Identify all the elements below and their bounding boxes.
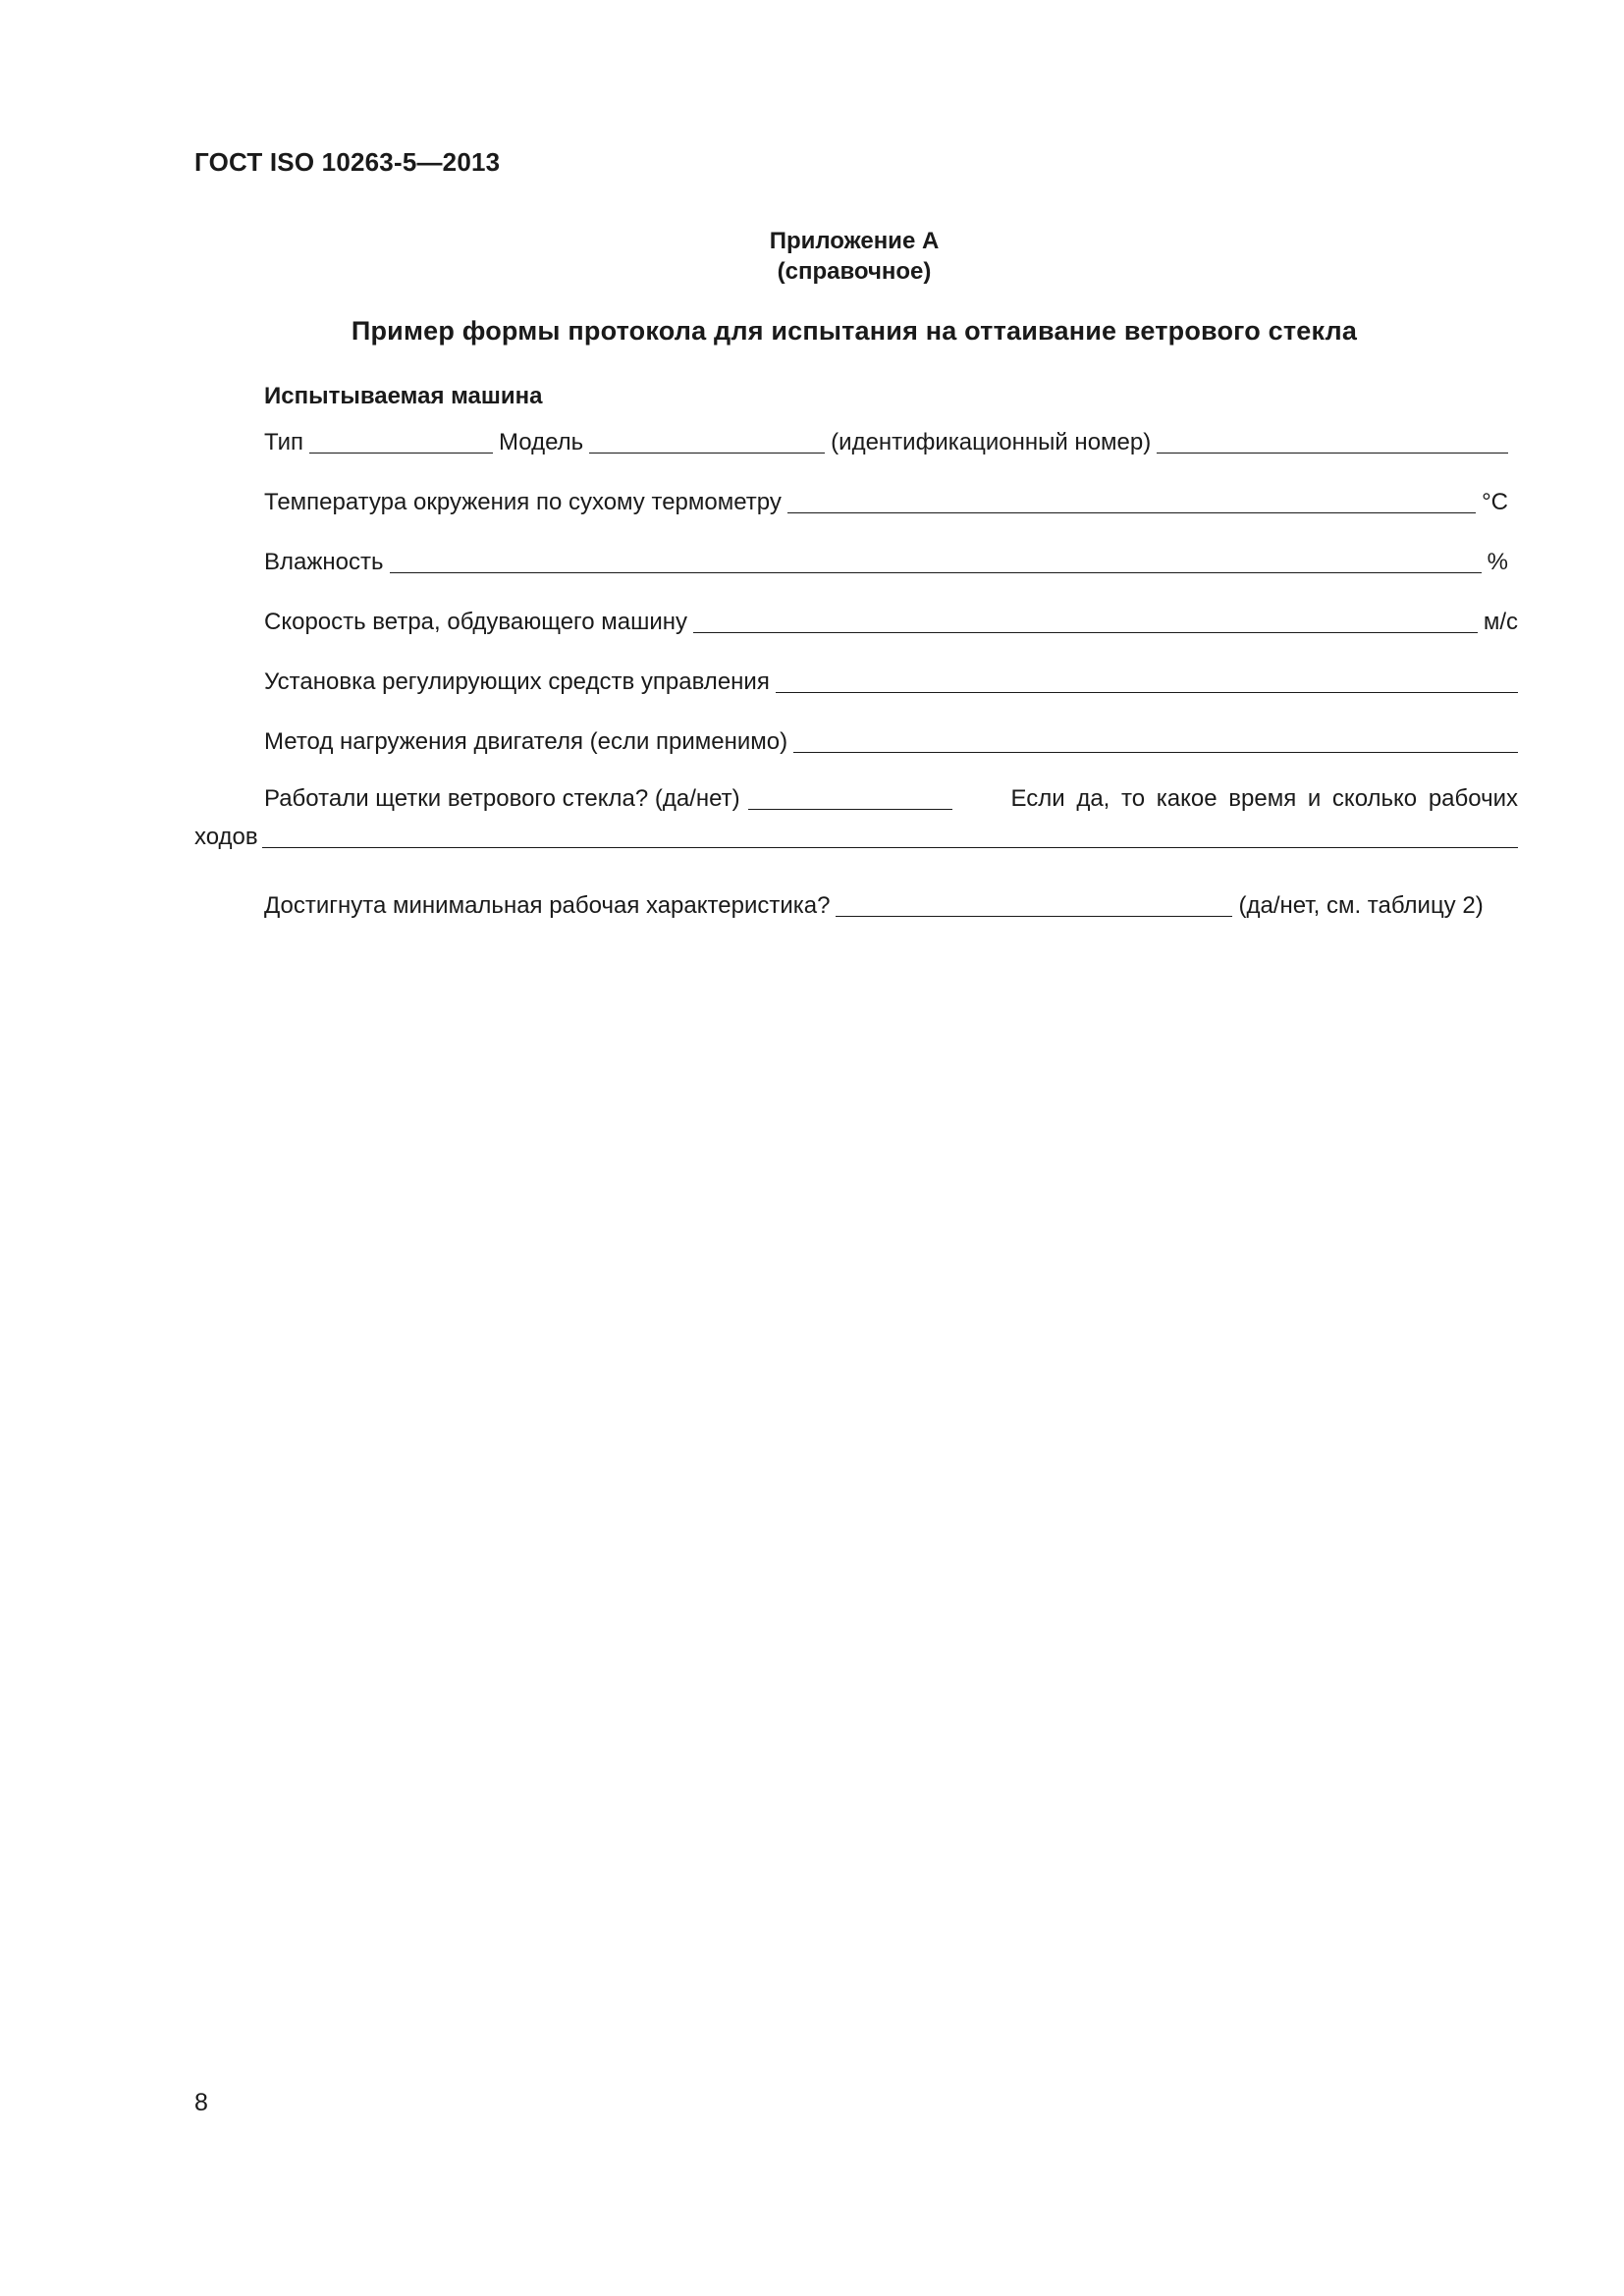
humidity-field[interactable]: [390, 549, 1482, 573]
performance-suffix: (да/нет, см. таблицу 2): [1238, 892, 1484, 919]
wind-speed-unit: м/с: [1483, 609, 1518, 635]
form-row-engine: [264, 725, 1518, 757]
controls-field[interactable]: [776, 668, 1518, 693]
form-row-wipers-continuation: [194, 821, 1518, 852]
humidity-unit: %: [1487, 549, 1508, 575]
temperature-label: Температура окружения по сухому термометру: [264, 489, 782, 515]
form-title: Пример формы протокола для испытания на оттаивание ветрового стекла: [351, 316, 1358, 346]
temperature-field[interactable]: [787, 489, 1476, 513]
id-number-field[interactable]: [1157, 429, 1508, 454]
form-row-wind: [264, 606, 1518, 637]
id-number-label: (идентификационный номер): [831, 429, 1152, 455]
standard-id: ГОСТ ISO 10263-5—2013: [194, 147, 501, 177]
form-row-humidity: [264, 546, 1518, 577]
strokes-field[interactable]: [262, 824, 1518, 848]
model-field[interactable]: [589, 429, 825, 454]
engine-loading-label: Метод нагружения двигателя (если применимо): [264, 728, 788, 755]
form-row-controls: [264, 666, 1518, 697]
wipers-followup-label: Если да, то какое время и сколько рабочих: [1010, 785, 1518, 812]
strokes-label: ходов: [194, 824, 258, 850]
page-number: 8: [194, 2089, 208, 2116]
annex-title: Приложение А: [769, 228, 940, 254]
performance-field[interactable]: [836, 892, 1232, 917]
humidity-label: Влажность: [264, 549, 384, 575]
type-field[interactable]: [309, 429, 493, 454]
wipers-field[interactable]: [748, 785, 952, 810]
section-heading: Испытываемая машина: [264, 383, 543, 409]
model-label: Модель: [499, 429, 584, 455]
controls-label: Установка регулирующих средств управления: [264, 668, 770, 695]
form-row-temperature: [264, 486, 1518, 517]
form-row-performance: [264, 889, 1518, 921]
performance-label: Достигнута минимальная рабочая характеристика?: [264, 892, 831, 919]
form-row-wipers: [264, 782, 1518, 814]
engine-loading-field[interactable]: [793, 728, 1518, 753]
form-row-type: [264, 426, 1518, 457]
type-label: Тип: [264, 429, 304, 455]
annex-note: (справочное): [777, 258, 932, 285]
wind-speed-label: Скорость ветра, обдувающего машину: [264, 609, 688, 635]
wipers-label: Работали щетки ветрового стекла? (да/нет): [264, 785, 740, 812]
temperature-unit: °C: [1482, 489, 1508, 515]
wind-speed-field[interactable]: [693, 609, 1478, 633]
